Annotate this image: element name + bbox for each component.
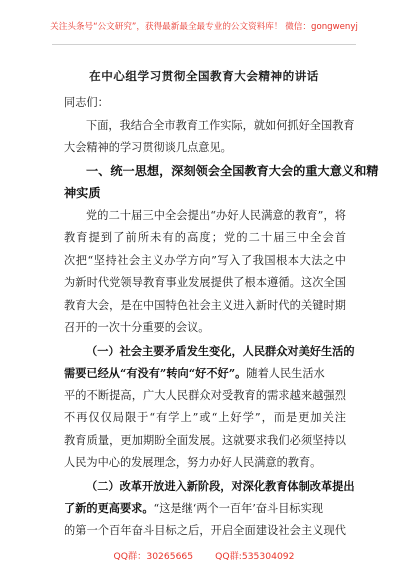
paragraph-line: 教育提到了前所未有的高度；党的二十届三中全会首 — [64, 231, 346, 244]
paragraph-line: 人民为中心的发展理念，努力办好人民满意的教育。 — [64, 456, 322, 469]
paragraph-line: 不再仅仅局限于“有学上”或“上好学”，而是更加关注 — [64, 411, 346, 424]
header-banner: 关注头条号“公文研究”，获得最新最全最专业的公文资料库！ 微信：gongwenyj — [50, 22, 358, 32]
footer-contact — [0, 548, 408, 562]
paragraph-line: 下面，我结合全市教育工作实际，就如何抓好全国教育 — [86, 118, 355, 132]
header-divider — [52, 44, 356, 45]
footer-qq-group-1: QQ群：30265665 — [113, 551, 194, 562]
paragraph-line: 的第一个百年奋斗目标之后，开启全面建设社会主义现代 — [64, 523, 346, 537]
paragraph-line: 次把“坚持社会主义办学方向”写入了我国根本大法之中 — [64, 253, 346, 267]
paragraph-line: 教育大会，是在中国特色社会主义进入新时代的关键时期 — [64, 298, 346, 312]
paragraph-line: 召开的一次十分重要的会议。 — [64, 321, 210, 334]
paragraph-line: 大会精神的学习贯彻谈几点意见。 — [64, 141, 232, 154]
subsection-heading: （二）改革开放进入新阶段，对深化教育体制改革提出 — [86, 478, 355, 493]
paragraph-line: 为新时代党领导教育事业发展提供了根本遵循。这次全国 — [64, 276, 346, 289]
paragraph-line: 平的不断提高，广大人民群众对受教育的需求越来越强烈 — [64, 388, 346, 402]
subsection-heading: （一）社会主要矛盾发生变化，人民群众对美好生活的 — [86, 343, 355, 358]
section-heading-continued: 神实质 — [64, 186, 101, 200]
document-body — [64, 92, 379, 542]
paragraph-line — [64, 497, 346, 520]
subsection-heading-continued: 需要已经从“有没有”转向“好不好”。 — [64, 366, 247, 380]
paragraph-line — [64, 362, 346, 385]
document-title: 在中心组学习贯彻全国教育大会精神的讲话 — [89, 69, 319, 83]
subsection-heading-continued: 了新的更高要求。 — [64, 501, 154, 515]
greeting: 同志们： — [64, 96, 109, 109]
section-heading: 一、统一思想，深刻领会全国教育大会的重大意义和精 — [86, 163, 379, 178]
paragraph-text: 随着人民生活水 — [246, 367, 325, 380]
paragraph-line: 党的二十届三中全会提出“办好人民满意的教育”，将 — [86, 208, 346, 222]
footer-qq-group-2: QQ群:535304092 — [215, 551, 295, 562]
paragraph-line: 教育质量，更加期盼全面发展。这就要求我们必须坚持以 — [64, 433, 346, 447]
paragraph-text: “这是继‘两个一百年’奋斗目标实现 — [153, 502, 323, 515]
